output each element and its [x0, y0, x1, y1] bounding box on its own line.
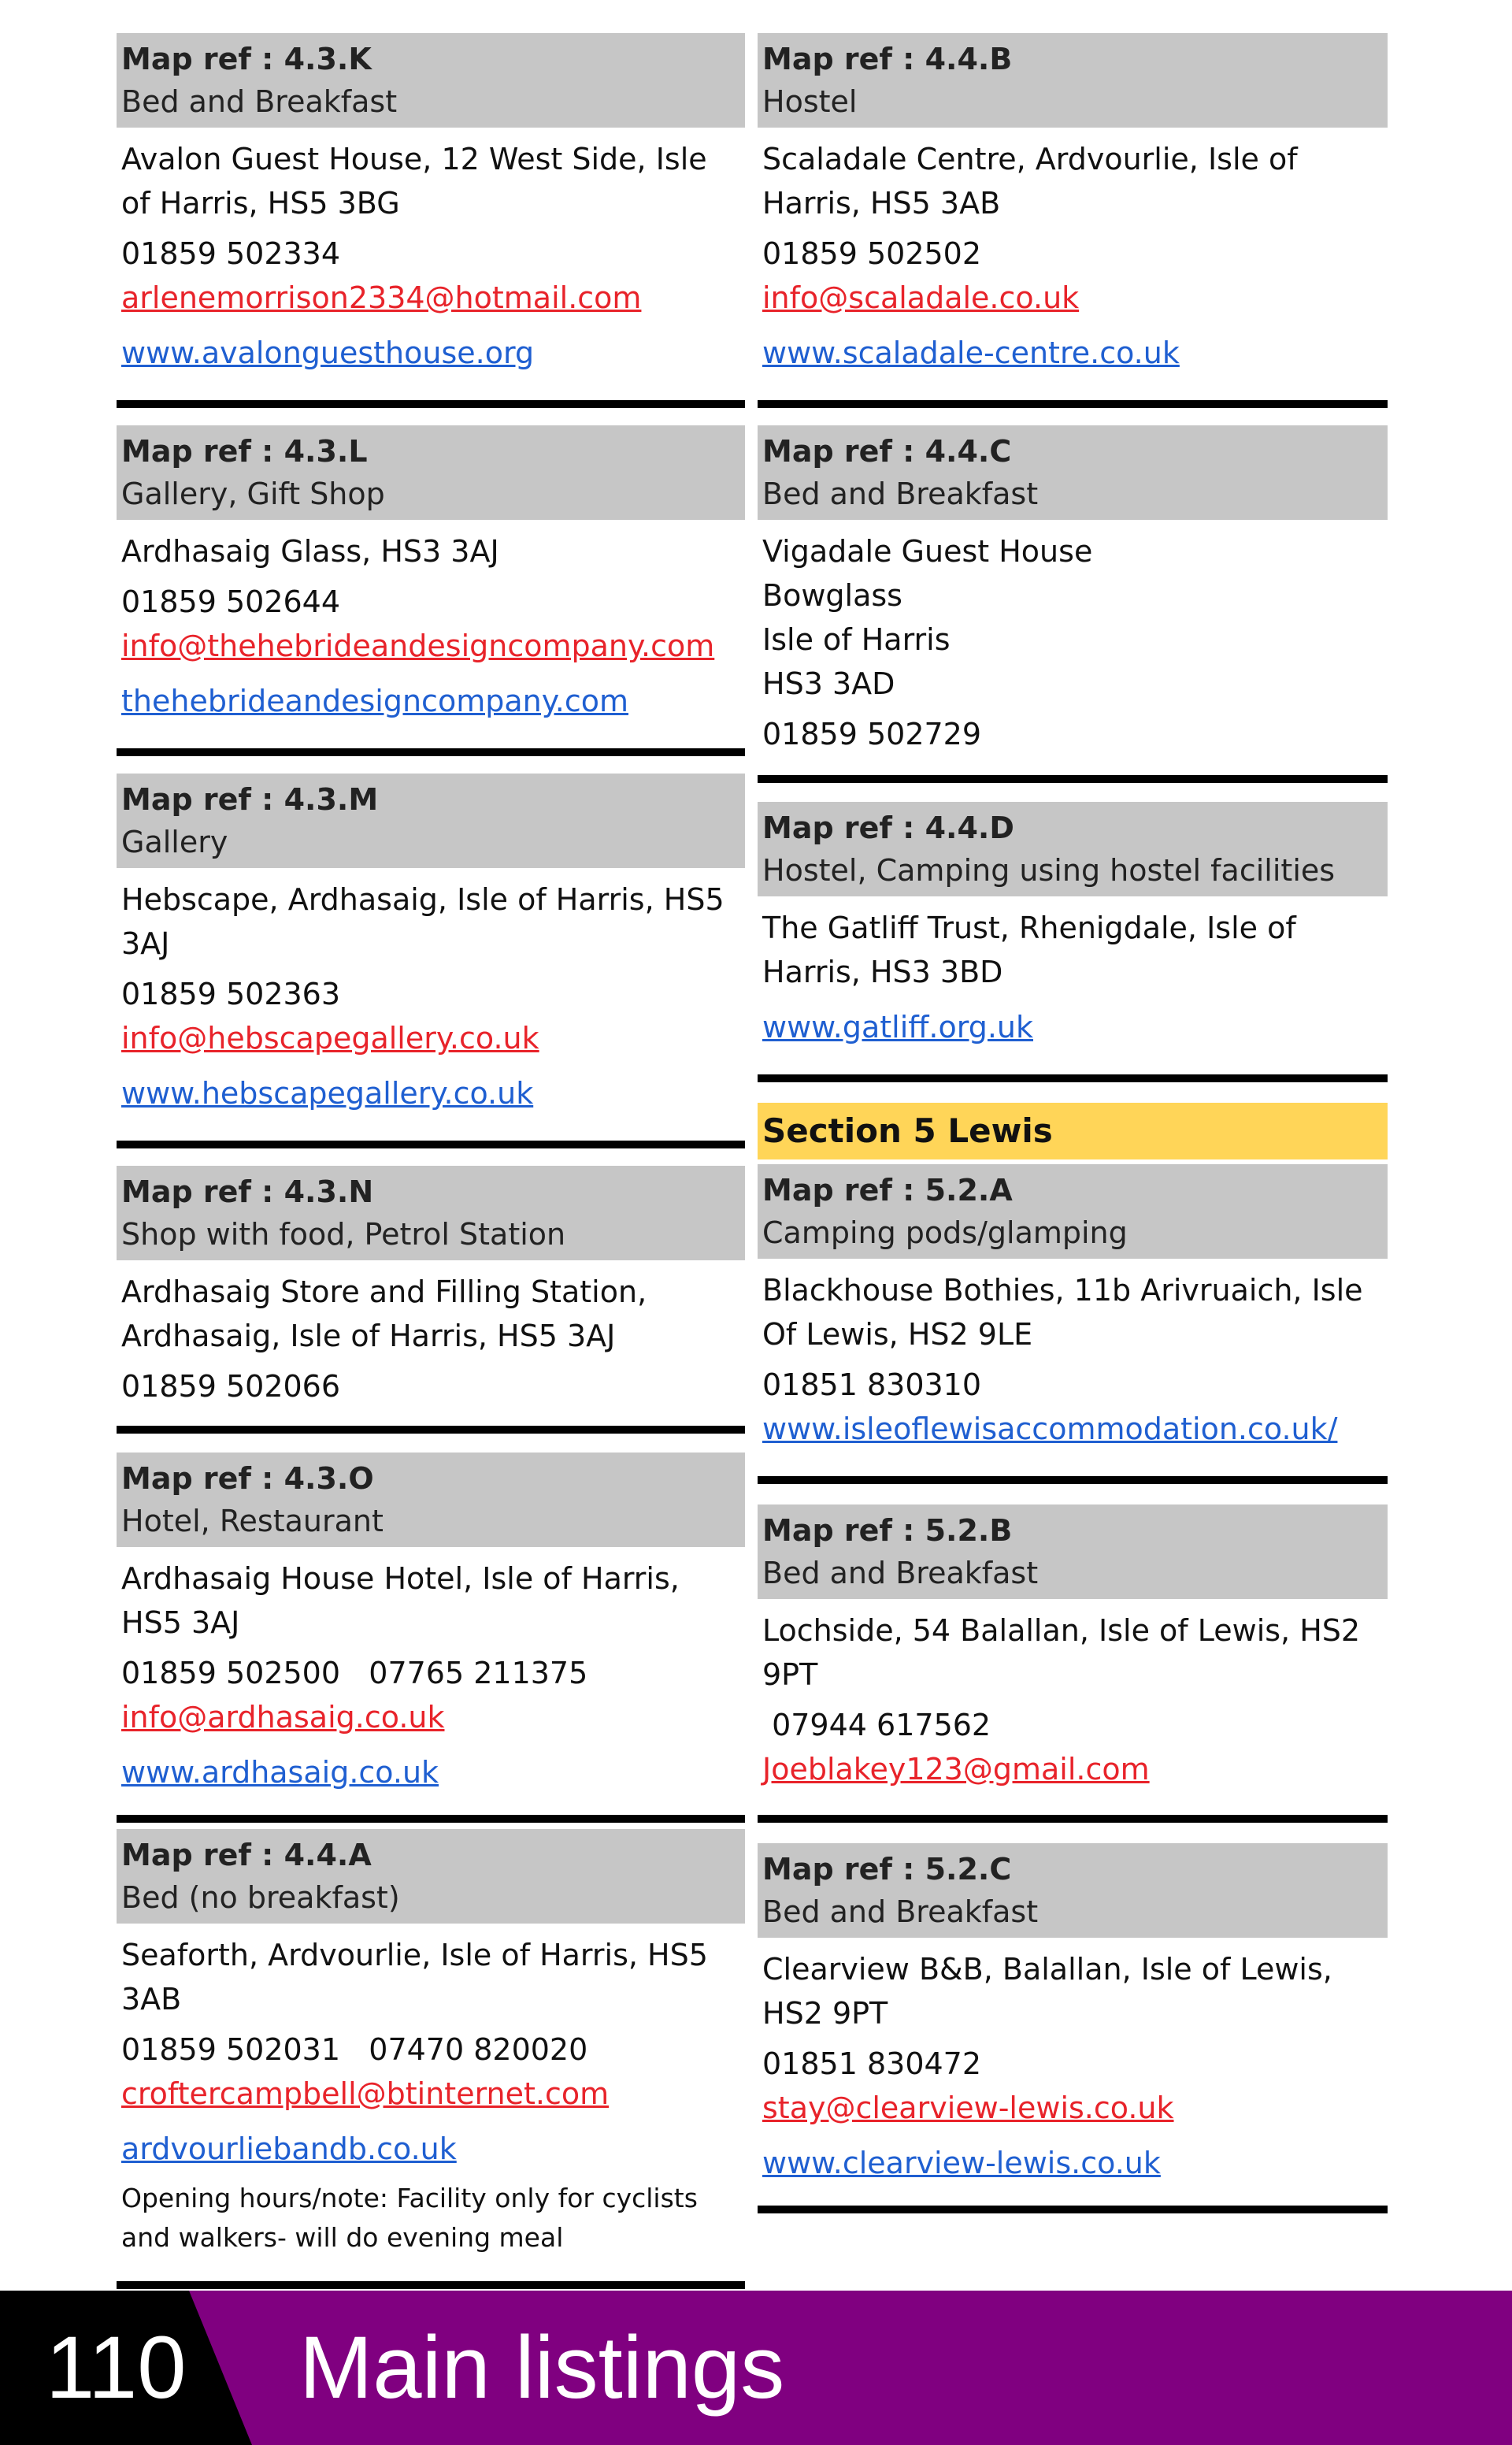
listing-category: Hostel — [762, 84, 858, 119]
address-line: Lochside, 54 Balallan, Isle of Lewis, HS2 — [762, 1613, 1361, 1648]
listing-category: Camping pods/glamping — [762, 1215, 1128, 1250]
map-ref: Map ref : 4.4.D — [762, 811, 1014, 845]
listing-5-2-b — [758, 1504, 1388, 1791]
listing-email-link[interactable]: croftercampbell@btinternet.com — [121, 2076, 610, 2111]
listing-4-3-o — [117, 1453, 745, 1794]
listing-website-link[interactable]: ardvourliebandb.co.uk — [121, 2131, 457, 2166]
address-line: Blackhouse Bothies, 11b Arivruaich, Isle — [762, 1273, 1363, 1308]
page-number: 110 — [46, 2318, 187, 2417]
listing-email-link[interactable]: info@ardhasaig.co.uk — [121, 1700, 445, 1735]
divider-rule — [758, 2206, 1388, 2213]
divider-rule — [117, 748, 745, 756]
map-ref: Map ref : 4.3.N — [121, 1174, 374, 1209]
listing-address — [762, 529, 1383, 706]
listing-phone: 01859 502502 — [762, 236, 982, 271]
listing-address — [762, 1268, 1383, 1356]
address-line: Ardhasaig Glass, HS3 3AJ — [121, 534, 499, 569]
address-line: Scaladale Centre, Ardvourlie, Isle of — [762, 142, 1298, 176]
listing-address — [121, 1556, 740, 1645]
address-line: of Harris, HS5 3BG — [121, 186, 400, 221]
address-line: Vigadale Guest House — [762, 534, 1093, 569]
listing-4-4-d — [758, 802, 1388, 1049]
address-line: Harris, HS5 3AB — [762, 186, 1001, 221]
note-line: and walkers- will do evening meal — [121, 2222, 564, 2253]
listing-category: Bed and Breakfast — [762, 1556, 1039, 1590]
map-ref: Map ref : 4.4.C — [762, 434, 1012, 469]
listing-phone: 01859 502031 07470 820020 — [121, 2032, 588, 2067]
listing-email-link[interactable]: info@thehebrideandesigncompany.com — [121, 629, 715, 663]
listing-header — [758, 1843, 1388, 1938]
listing-phone: 01859 502729 — [762, 717, 982, 751]
map-ref: Map ref : 5.2.C — [762, 1852, 1012, 1887]
divider-rule — [117, 1141, 745, 1148]
listing-phone: 01859 502363 — [121, 977, 341, 1011]
listing-4-4-b — [758, 33, 1388, 375]
listing-5-2-a — [758, 1164, 1388, 1451]
listing-header — [758, 1504, 1388, 1599]
listing-website-link[interactable]: www.hebscapegallery.co.uk — [121, 1076, 534, 1111]
listing-4-3-m — [117, 774, 745, 1115]
listing-header — [117, 774, 745, 868]
listing-email-link[interactable]: info@scaladale.co.uk — [762, 280, 1080, 315]
listing-website-link[interactable]: www.isleoflewisaccommodation.co.uk/ — [762, 1412, 1338, 1446]
map-ref: Map ref : 5.2.B — [762, 1513, 1013, 1548]
listing-website-link[interactable]: www.clearview-lewis.co.uk — [762, 2146, 1161, 2180]
divider-rule — [758, 400, 1388, 408]
listing-header — [117, 33, 745, 128]
address-line: HS5 3AJ — [121, 1605, 240, 1640]
listing-header — [117, 1829, 745, 1924]
listing-category: Bed and Breakfast — [762, 1894, 1039, 1929]
listing-header — [117, 1166, 745, 1260]
address-line: HS2 9PT — [762, 1996, 888, 2031]
listing-address — [121, 1270, 740, 1358]
divider-rule — [758, 1074, 1388, 1082]
listing-website-link[interactable]: thehebrideandesigncompany.com — [121, 684, 629, 718]
listing-4-4-c — [758, 425, 1388, 756]
listing-header — [758, 33, 1388, 128]
listing-category: Hostel, Camping using hostel facilities — [762, 853, 1336, 888]
address-line: Of Lewis, HS2 9LE — [762, 1317, 1033, 1352]
address-line: Seaforth, Ardvourlie, Isle of Harris, HS5 — [121, 1938, 708, 1972]
listing-category: Hotel, Restaurant — [121, 1504, 384, 1538]
address-line: Clearview B&B, Balallan, Isle of Lewis, — [762, 1952, 1332, 1987]
listing-category: Bed and Breakfast — [121, 84, 398, 119]
listing-phone: 01859 502644 — [121, 584, 341, 619]
listing-website-link[interactable]: www.scaladale-centre.co.uk — [762, 336, 1180, 370]
listing-header — [758, 425, 1388, 520]
listing-5-2-c — [758, 1843, 1388, 2185]
address-line: Isle of Harris — [762, 622, 951, 657]
map-ref: Map ref : 4.3.L — [121, 434, 368, 469]
divider-rule — [117, 1815, 745, 1823]
listing-address — [762, 1947, 1383, 2035]
map-ref: Map ref : 4.4.B — [762, 42, 1013, 76]
listing-phone: 01851 830310 — [762, 1367, 982, 1402]
address-line: Harris, HS3 3BD — [762, 955, 1003, 989]
address-line: Ardhasaig Store and Filling Station, — [121, 1274, 647, 1309]
listing-category: Bed (no breakfast) — [121, 1880, 400, 1915]
listing-address — [762, 137, 1383, 225]
address-line: 3AB — [121, 1982, 182, 2016]
listing-phone: 01859 502066 — [121, 1369, 341, 1404]
section-heading: Section 5 Lewis — [758, 1103, 1388, 1159]
address-line: 9PT — [762, 1657, 818, 1692]
listing-email-link[interactable]: Joeblakey123@gmail.com — [762, 1752, 1150, 1786]
footer-title: Main listings — [299, 2318, 785, 2417]
listing-email-link[interactable]: stay@clearview-lewis.co.uk — [762, 2091, 1174, 2125]
listing-4-3-l — [117, 425, 745, 723]
listing-category: Shop with food, Petrol Station — [121, 1217, 566, 1252]
listing-address — [121, 877, 740, 966]
listing-header — [117, 1453, 745, 1547]
divider-rule — [117, 2281, 745, 2289]
divider-rule — [758, 775, 1388, 783]
divider-rule — [117, 400, 745, 408]
listing-email-link[interactable]: arlenemorrison2334@hotmail.com — [121, 280, 642, 315]
listing-header — [758, 1164, 1388, 1259]
divider-rule — [758, 1815, 1388, 1823]
divider-rule — [758, 1476, 1388, 1484]
listing-address — [762, 906, 1383, 994]
listing-phone: 01859 502334 — [121, 236, 341, 271]
address-line: 3AJ — [121, 926, 170, 961]
listing-address — [121, 1933, 740, 2021]
listing-note — [121, 2179, 740, 2258]
map-ref: Map ref : 4.3.K — [121, 42, 372, 76]
address-line: Hebscape, Ardhasaig, Isle of Harris, HS5 — [121, 882, 724, 917]
listing-category: Bed and Breakfast — [762, 477, 1039, 511]
listing-website-link[interactable]: www.avalonguesthouse.org — [121, 336, 535, 370]
divider-rule — [117, 1426, 745, 1434]
page-footer — [0, 2291, 1512, 2445]
address-line: Avalon Guest House, 12 West Side, Isle — [121, 142, 707, 176]
listing-header — [758, 802, 1388, 896]
address-line: Bowglass — [762, 578, 902, 613]
address-line: Ardhasaig House Hotel, Isle of Harris, — [121, 1561, 680, 1596]
listing-address — [121, 529, 740, 573]
listing-category: Gallery — [121, 825, 228, 859]
listing-phone: 07944 617562 — [762, 1708, 991, 1742]
listing-website-link[interactable]: www.gatliff.org.uk — [762, 1010, 1034, 1044]
listing-phone: 01851 830472 — [762, 2046, 982, 2081]
map-ref: Map ref : 4.3.M — [121, 782, 379, 817]
listing-address — [121, 137, 740, 225]
listing-4-4-a — [117, 1829, 745, 2258]
listing-phone: 01859 502500 07765 211375 — [121, 1656, 588, 1690]
listing-category: Gallery, Gift Shop — [121, 477, 385, 511]
listing-email-link[interactable]: info@hebscapegallery.co.uk — [121, 1021, 539, 1056]
map-ref: Map ref : 4.3.O — [121, 1461, 374, 1496]
listing-website-link[interactable]: www.ardhasaig.co.uk — [121, 1755, 439, 1790]
note-line: Opening hours/note: Facility only for cyclists — [121, 2183, 698, 2213]
map-ref: Map ref : 4.4.A — [121, 1838, 372, 1872]
listing-4-3-n — [117, 1166, 745, 1408]
address-line: Ardhasaig, Isle of Harris, HS5 3AJ — [121, 1319, 616, 1353]
listing-address — [762, 1608, 1383, 1697]
address-line: The Gatliff Trust, Rhenigdale, Isle of — [762, 911, 1296, 945]
listing-header — [117, 425, 745, 520]
listing-4-3-k — [117, 33, 745, 375]
map-ref: Map ref : 5.2.A — [762, 1173, 1013, 1208]
address-line: HS3 3AD — [762, 666, 895, 701]
